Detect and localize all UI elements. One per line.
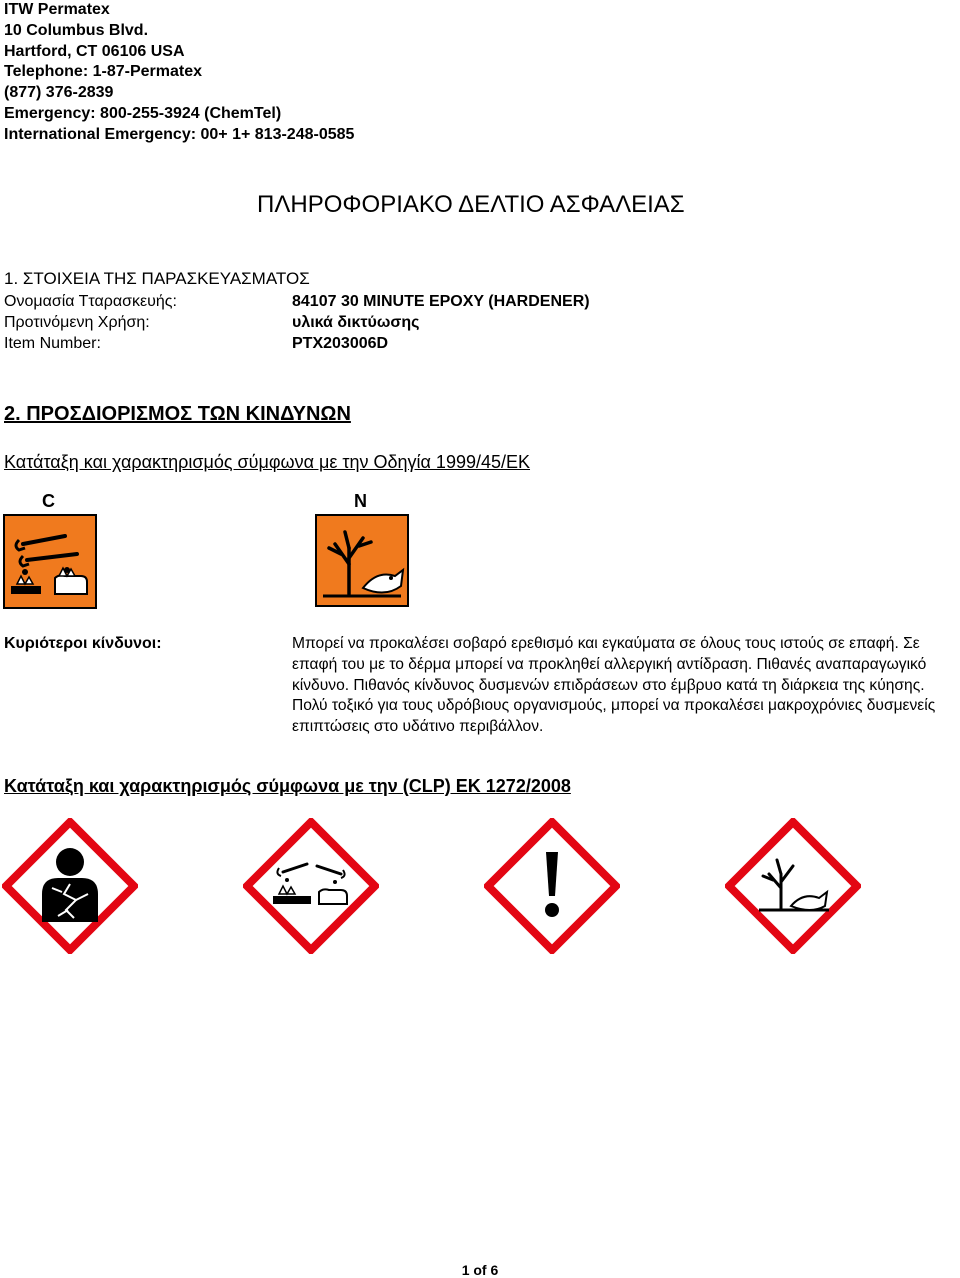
company-telephone-number: (877) 376-2839 [4, 84, 114, 102]
clp-classification-heading: Κατάταξη και χαρακτηρισμός σύμφωνα με την (CLP) ΕΚ 1272/2008 [4, 776, 571, 796]
company-telephone: Telephone: 1-87-Permatex [4, 63, 202, 81]
company-emergency: Emergency: 800-255-3924 (ChemTel) [4, 104, 282, 122]
document-title: ΠΛΗΡΟΦΟΡΙΑΚΟ ΔΕΛΤΙΟ ΑΣΦΑΛΕΙΑΣ [257, 191, 685, 218]
main-hazards-label: Κυριότεροι κίνδυνοι: [4, 635, 162, 652]
environment-hazard-icon [315, 514, 409, 607]
intended-use-value: υλικά δικτύωσης [292, 314, 420, 331]
page-number: 1 of 6 [461, 1262, 499, 1278]
dsd-symbol-letter-n: N [354, 491, 367, 511]
item-number-label: Item Number: [4, 335, 101, 352]
section1-heading: 1. ΣΤΟΙΧΕΙΑ ΤΗΣ ΠΑΡΑΣΚΕΥΑΣΜΑΤΟΣ [4, 269, 310, 288]
dsd-symbol-letter-c: C [42, 491, 55, 511]
product-name-value: 84107 30 MINUTE EPOXY (HARDENER) [292, 293, 590, 310]
health-hazard-icon [2, 818, 138, 954]
section2-heading: 2. ΠΡΟΣΔΙΟΡΙΣΜΟΣ ΤΩΝ ΚΙΝΔΥΝΩΝ [4, 403, 351, 425]
corrosive-icon [3, 514, 97, 609]
company-name: ITW Permatex [4, 1, 110, 18]
exclamation-mark-icon [484, 818, 620, 954]
corrosion-icon [243, 818, 379, 954]
dsd-classification-heading: Κατάταξη και χαρακτηρισμός σύμφωνα με την Οδηγία 1999/45/ΕΚ [4, 452, 531, 472]
environment-icon [725, 818, 861, 954]
product-name-label: Ονομασία Τταρασκευής: [4, 293, 177, 310]
intended-use-label: Προτινόμενη Χρήση: [4, 314, 150, 331]
item-number-value: PTX203006D [292, 335, 389, 352]
company-address-street: 10 Columbus Blvd. [4, 21, 149, 39]
company-address-city: Hartford, CT 06106 USA [4, 42, 185, 60]
main-hazards-text: Μπορεί να προκαλέσει σοβαρό ερεθισμό και εγκαύματα σε όλους τους ιστούς σε επαφή. Σε επαφή του με το δέρμα μπορεί να προκληθεί αλλεργική αντίδραση. Πιθανές αναπαραγωγικό κίνδυνο. Πιθανός κίνδυνος δυσμενών επιδράσεων στο έμβρυο κατά τη διάρκεια της κύησης. Πολύ τοξικό για τους υδρόβιους οργανισμούς, μπορεί να προκαλέσει μακροχρόνιες δυσμενείς επιπτώσεις στο υδάτινο περιβάλλον. [292, 635, 936, 736]
company-international-emergency: International Emergency: 00+ 1+ 813-248-0585 [4, 125, 355, 143]
company-header [4, 0, 354, 146]
